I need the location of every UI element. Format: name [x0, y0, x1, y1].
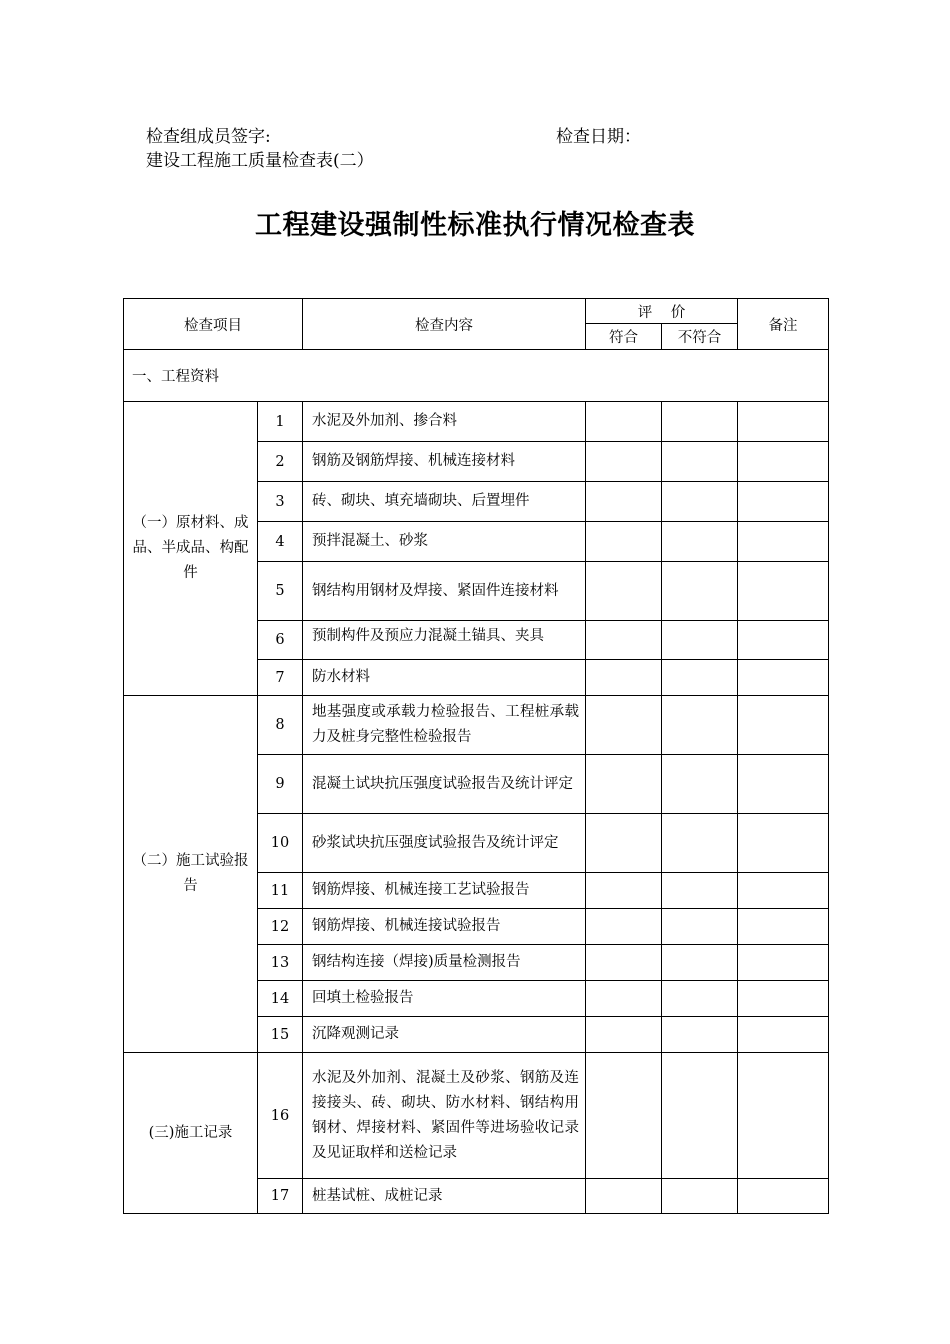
remark-cell[interactable]	[738, 909, 829, 945]
category-cell: (三)施工记录	[124, 1053, 258, 1214]
row-content: 钢筋及钢筋焊接、机械连接材料	[303, 442, 586, 482]
row-content: 水泥及外加剂、混凝土及砂浆、钢筋及连接接头、砖、砌块、防水材料、钢结构用钢材、焊接材料、紧固件等进场验收记录及见证取样和送检记录	[303, 1053, 586, 1179]
signature-label: 检查组成员签字:	[146, 127, 271, 147]
remark-cell[interactable]	[738, 945, 829, 981]
row-number: 3	[258, 482, 303, 522]
row-number: 5	[258, 562, 303, 621]
row-number: 12	[258, 909, 303, 945]
row-content: 预制构件及预应力混凝土锚具、夹具	[312, 628, 544, 644]
row-number: 13	[258, 945, 303, 981]
row-content: 钢筋焊接、机械连接试验报告	[303, 909, 586, 945]
nonconform-cell[interactable]	[662, 1053, 738, 1179]
row-number: 4	[258, 522, 303, 562]
conform-cell[interactable]	[586, 621, 662, 660]
nonconform-cell[interactable]	[662, 660, 738, 696]
conform-cell[interactable]	[586, 981, 662, 1017]
form-subtitle: 建设工程施工质量检查表(二）	[146, 151, 374, 171]
nonconform-cell[interactable]	[662, 981, 738, 1017]
section-heading: 一、工程资料	[124, 350, 829, 402]
conform-cell[interactable]	[586, 1053, 662, 1179]
row-number: 14	[258, 981, 303, 1017]
nonconform-cell[interactable]	[662, 909, 738, 945]
row-content: 回填土检验报告	[303, 981, 586, 1017]
row-content: 砖、砌块、填充墙砌块、后置埋件	[303, 482, 586, 522]
row-content: 沉降观测记录	[303, 1017, 586, 1053]
row-number: 11	[258, 873, 303, 909]
table-row	[124, 402, 829, 442]
conform-cell[interactable]	[586, 909, 662, 945]
page-title: 工程建设强制性标准执行情况检查表	[255, 210, 695, 241]
nonconform-cell[interactable]	[662, 482, 738, 522]
row-content: 桩基试桩、成桩记录	[303, 1179, 586, 1214]
conform-cell[interactable]	[586, 873, 662, 909]
nonconform-cell[interactable]	[662, 945, 738, 981]
remark-cell[interactable]	[738, 814, 829, 873]
nonconform-cell[interactable]	[662, 1017, 738, 1053]
nonconform-cell[interactable]	[662, 621, 738, 660]
row-content: 混凝土试块抗压强度试验报告及统计评定	[303, 755, 586, 814]
row-number: 9	[258, 755, 303, 814]
remark-cell[interactable]	[738, 562, 829, 621]
row-content: 钢结构用钢材及焊接、紧固件连接材料	[303, 562, 586, 621]
conform-cell[interactable]	[586, 755, 662, 814]
nonconform-cell[interactable]	[662, 755, 738, 814]
header-content: 检查内容	[303, 299, 586, 350]
row-number: 1	[258, 402, 303, 442]
header-conform: 符合	[586, 324, 662, 350]
conform-cell[interactable]	[586, 482, 662, 522]
header-nonconform: 不符合	[662, 324, 738, 350]
remark-cell[interactable]	[738, 621, 829, 660]
conform-cell[interactable]	[586, 660, 662, 696]
conform-cell[interactable]	[586, 1179, 662, 1214]
row-content: 砂浆试块抗压强度试验报告及统计评定	[303, 814, 586, 873]
row-number: 2	[258, 442, 303, 482]
nonconform-cell[interactable]	[662, 1179, 738, 1214]
remark-cell[interactable]	[738, 442, 829, 482]
row-content: 水泥及外加剂、掺合料	[303, 402, 586, 442]
remark-cell[interactable]	[738, 755, 829, 814]
row-number: 6	[258, 621, 303, 660]
conform-cell[interactable]	[586, 442, 662, 482]
header-evaluation: 评 价	[586, 299, 738, 324]
row-number: 16	[258, 1053, 303, 1179]
category-cell: （二）施工试验报告	[124, 696, 258, 1053]
table-row	[124, 696, 829, 755]
remark-cell[interactable]	[738, 482, 829, 522]
row-number: 17	[258, 1179, 303, 1214]
category-cell: （一）原材料、成品、半成品、构配件	[124, 402, 258, 696]
nonconform-cell[interactable]	[662, 442, 738, 482]
conform-cell[interactable]	[586, 562, 662, 621]
remark-cell[interactable]	[738, 1053, 829, 1179]
nonconform-cell[interactable]	[662, 522, 738, 562]
row-number: 10	[258, 814, 303, 873]
row-number: 7	[258, 660, 303, 696]
nonconform-cell[interactable]	[662, 696, 738, 755]
inspection-date-label: 检查日期：	[556, 127, 641, 147]
row-content: 防水材料	[303, 660, 586, 696]
remark-cell[interactable]	[738, 522, 829, 562]
inspection-table	[123, 298, 829, 1214]
nonconform-cell[interactable]	[662, 562, 738, 621]
nonconform-cell[interactable]	[662, 873, 738, 909]
conform-cell[interactable]	[586, 814, 662, 873]
header-remark: 备注	[738, 299, 829, 350]
conform-cell[interactable]	[586, 402, 662, 442]
remark-cell[interactable]	[738, 1017, 829, 1053]
nonconform-cell[interactable]	[662, 402, 738, 442]
row-content: 地基强度或承载力检验报告、工程桩承载力及桩身完整性检验报告	[303, 696, 586, 755]
header-item: 检查项目	[124, 299, 303, 350]
row-number: 15	[258, 1017, 303, 1053]
table-row	[124, 1053, 829, 1179]
remark-cell[interactable]	[738, 873, 829, 909]
conform-cell[interactable]	[586, 522, 662, 562]
conform-cell[interactable]	[586, 696, 662, 755]
row-content: 钢筋焊接、机械连接工艺试验报告	[303, 873, 586, 909]
row-number: 8	[258, 696, 303, 755]
remark-cell[interactable]	[738, 696, 829, 755]
row-content: 钢结构连接（焊接)质量检测报告	[303, 945, 586, 981]
row-content: 预拌混凝土、砂浆	[303, 522, 586, 562]
remark-cell[interactable]	[738, 402, 829, 442]
nonconform-cell[interactable]	[662, 814, 738, 873]
conform-cell[interactable]	[586, 1017, 662, 1053]
remark-cell[interactable]	[738, 1179, 829, 1214]
remark-cell[interactable]	[738, 981, 829, 1017]
remark-cell[interactable]	[738, 660, 829, 696]
conform-cell[interactable]	[586, 945, 662, 981]
